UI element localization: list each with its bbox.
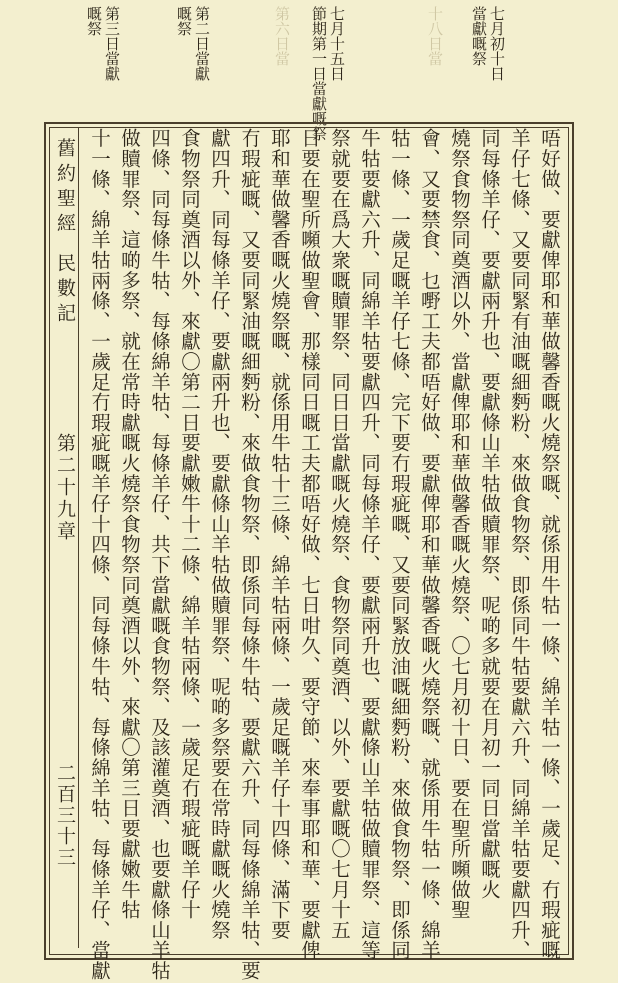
header-note-5 (175, 6, 210, 81)
page-sidebar (50, 128, 79, 948)
body-line: 同每條羊仔、要獻兩升也、要獻條山羊牯做贖罪祭、呢啲多就要在月初一同日當獻嘅火 (478, 128, 501, 900)
body-line: 燒祭食物祭同奠酒以外、當獻俾耶和華做馨香嘅火燒祭、〇七月初十日、要在聖所嚬做聖 (448, 128, 471, 920)
body-line: 牯一條、一歲足嘅羊仔七條、完下要冇瑕疵嘅、又要同緊放油嘅細麪粉、來做食物祭、即係同 (388, 128, 411, 961)
body-line: 食物祭同奠酒以外、來獻〇第二日要獻嫩牛十二條、綿羊牯兩條、一歲足冇瑕疵嘅羊仔十 (178, 128, 201, 920)
page-number: 二百三十三 (54, 763, 76, 868)
body-line: 會、又要禁食、乜嘢工夫都唔好做、要獻俾耶和華做馨香嘅火燒祭嘅、就係用牛牯一條、綿羊 (418, 128, 441, 961)
body-line: 牛牯要獻六升、同綿羊牯要獻四升、同每條羊仔、要獻兩升也、要獻條山羊牯做贖罪祭、這等 (358, 128, 381, 961)
body-line: 祭就要在爲大衆嘅贖罪祭、同日日當獻嘅火燒祭、食物祭同奠酒、以外、要獻嘅〇七月十五 (328, 128, 351, 940)
header-note-1 (470, 6, 505, 81)
text-frame (44, 122, 574, 981)
chapter-label: 第二十九章 (54, 433, 76, 543)
body-line: 冇瑕疵嘅、又要同緊油嘅細麪粉、來做食物祭、即係同每條牛牯、要獻六升、同每條綿羊牯、要 (238, 128, 261, 981)
body-line: 四條、同每條牛牯、每條綿羊牯、每條羊仔、共下當獻嘅食物祭、及該灌奠酒、也要獻條山羊牯 (148, 128, 171, 981)
header-note-line: 第二日當獻 (193, 6, 211, 81)
header-note-line: 七月初十日 (488, 6, 506, 81)
body-line: 十一條、綿羊牯兩條、一歲足冇瑕疵嘅羊仔十四條、同每條牛牯、每條綿羊牯、每條羊仔、當獻 (88, 128, 111, 981)
header-note-line: 當獻嘅祭 (470, 6, 488, 66)
header-note-3 (310, 6, 345, 141)
book-collection-title: 舊約聖經 (54, 138, 76, 238)
header-note-2 (426, 6, 443, 66)
body-line: 耶和華做馨香嘅火燒祭嘅、就係用牛牯十三條、綿羊牯兩條、一歲足嘅羊仔十四條、滿下要 (268, 128, 291, 940)
body-line: 獻四升、同每條羊仔、要獻兩升也、要獻條山羊牯做贖罪祭、呢啲多祭要在常時獻嘅火燒祭 (208, 128, 231, 940)
header-note-6 (85, 6, 120, 81)
header-note-line: 七月十五日 (328, 6, 346, 81)
book-name: 民數記 (54, 253, 76, 328)
header-note-line: 嘅祭 (85, 6, 103, 36)
body-text (88, 128, 564, 981)
header-note-line: 十八日當 (426, 6, 444, 66)
header-note-line: 節期第一日當獻嘅祭 (310, 6, 328, 141)
header-margin-notes (55, 6, 506, 141)
body-line: 日要在聖所嚬做聖會、那樣同日嘅工夫都唔好做、七日咁久、要守節、來奉事耶和華、要獻俾 (298, 128, 321, 961)
header-note-4 (273, 6, 290, 66)
header-note-line: 嘅祭 (175, 6, 193, 36)
body-line: 羊仔七條、又要同緊有油嘅細麪粉、來做食物祭、即係同牛牯要獻六升、同綿羊牯要獻四升、 (508, 128, 531, 961)
header-note-line: 第三日當獻 (103, 6, 121, 81)
header-note-line: 第六日當 (273, 6, 291, 66)
body-line: 唔好做、要獻俾耶和華做馨香嘅火燒祭嘅、就係用牛牯一條、綿羊牯一條、一歲足、冇瑕疵嘅 (538, 128, 561, 961)
body-line: 做贖罪祭、這啲多祭、就在常時獻嘅火燒祭食物祭同奠酒以外、來獻〇第三日要獻嫩牛牯 (118, 128, 141, 920)
